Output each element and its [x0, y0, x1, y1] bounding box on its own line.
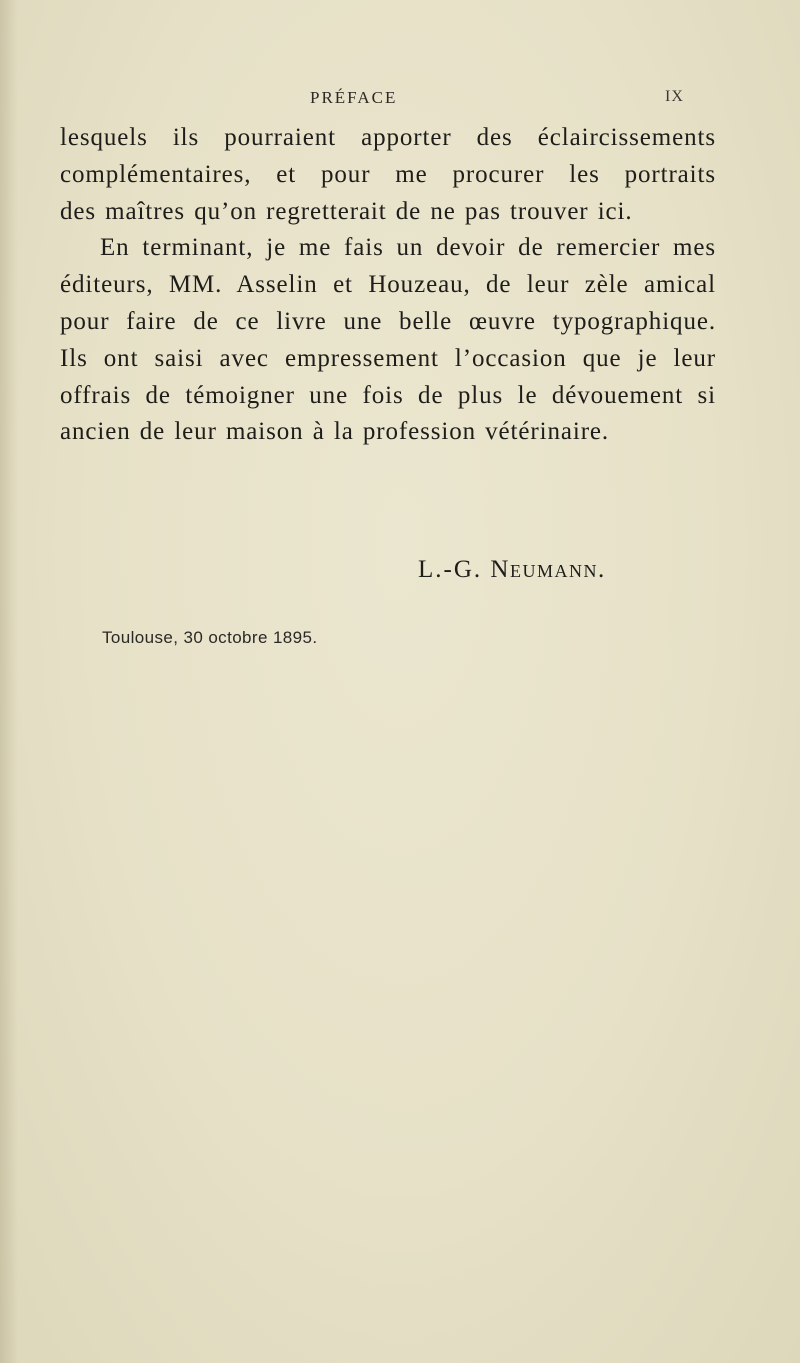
page-edge-shadow — [0, 0, 18, 1363]
page-number: IX — [665, 88, 684, 105]
text-line: pour faire de ce livre une belle œuvre typographique. — [60, 307, 716, 335]
running-head-title: PRÉFACE — [310, 88, 398, 107]
text-line: ancien de leur maison à la profession vétérinaire. — [60, 418, 610, 446]
preface-text — [60, 120, 716, 451]
text-line: des maîtres qu’on regretterait de ne pas trouver ici. — [60, 197, 633, 225]
text-line: éditeurs, MM. Asselin et Houzeau, de leur zèle amical — [60, 271, 716, 299]
text-line: complémentaires, et pour me procurer les portraits — [60, 160, 716, 188]
place-and-date: Toulouse, 30 octobre 1895. — [102, 628, 318, 647]
text-line: En terminant, je me fais un devoir de remercier mes — [100, 234, 716, 262]
text-line: Ils ont saisi avec empressement l’occasion que je leur — [60, 344, 716, 372]
text-line: offrais de témoigner une fois de plus le dévouement si — [60, 381, 716, 409]
text-line: lesquels ils pourraient apporter des éclaircissements — [60, 124, 716, 151]
running-head — [0, 88, 800, 112]
signature-name: Neumann. — [490, 556, 606, 583]
signature-initials: L.-G. — [418, 556, 483, 583]
author-signature — [418, 556, 606, 584]
